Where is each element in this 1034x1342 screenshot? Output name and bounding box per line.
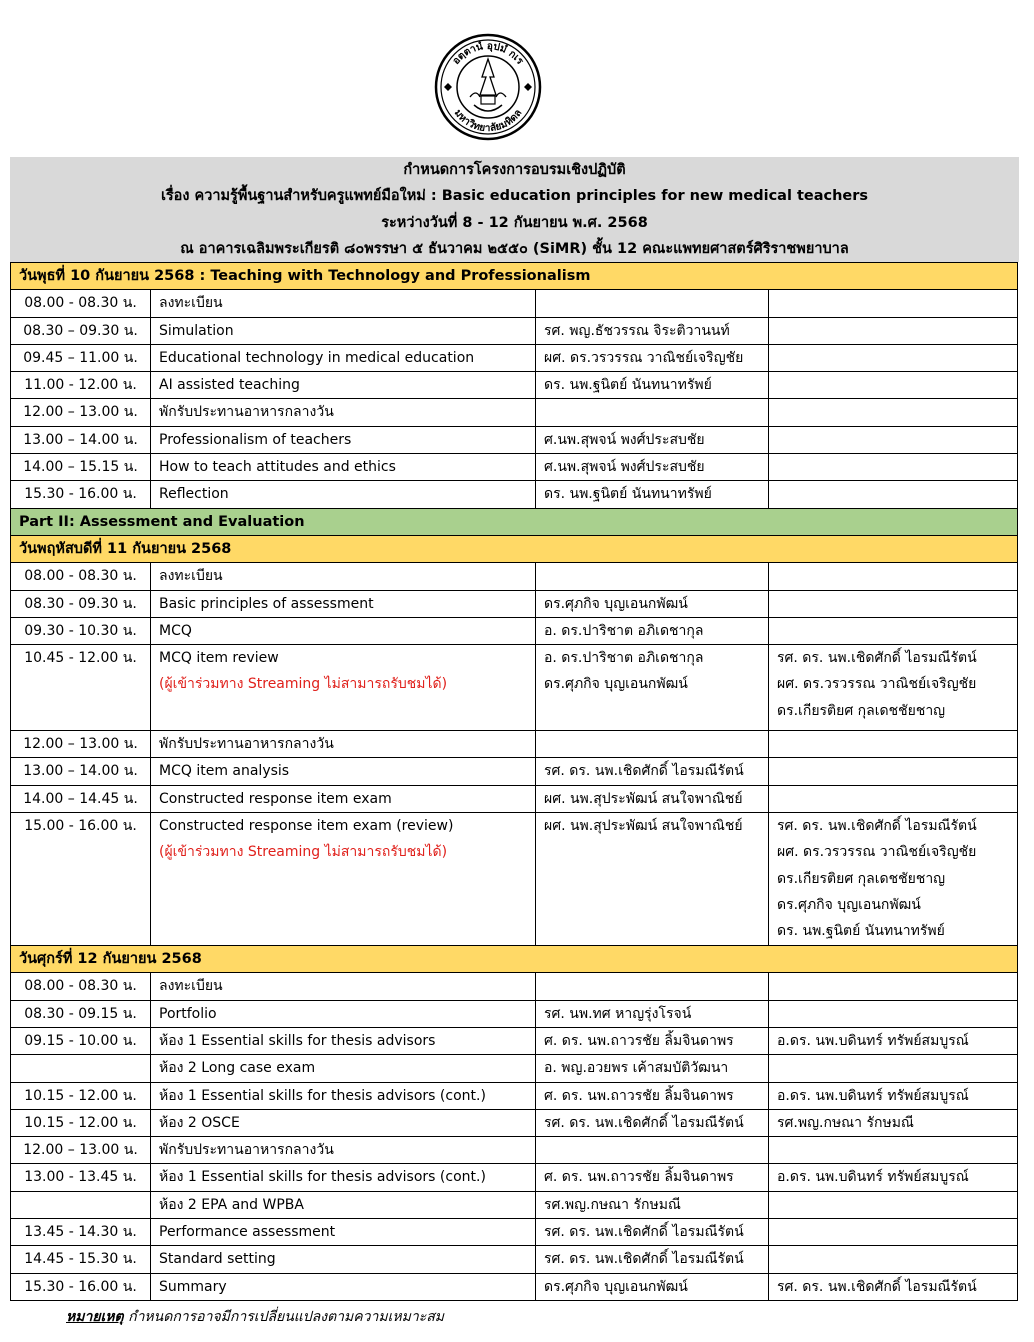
facilitator-cell <box>769 1137 1018 1164</box>
topic-cell: Educational technology in medical education <box>151 344 536 371</box>
topic-cell: Professionalism of teachers <box>151 426 536 453</box>
facilitator-name: ผศ. ดร.วรวรรณ วาณิชย์เจริญชัย <box>777 844 977 861</box>
facilitator-cell <box>769 481 1018 508</box>
facilitator-cell <box>769 317 1018 344</box>
time-cell: 15.00 - 16.00 น. <box>11 813 151 946</box>
topic-text: Constructed response item exam (review) <box>159 818 454 835</box>
seal-top-text: อตฺตานํ อุปมํ กเร <box>450 40 526 67</box>
topic-cell: Simulation <box>151 317 536 344</box>
facilitator-name: ดร.ศุภกิจ บุญเอนกพัฒน์ <box>777 896 921 913</box>
footnote <box>66 1306 444 1328</box>
facilitator-cell <box>769 758 1018 785</box>
speaker-cell <box>536 973 769 1000</box>
facilitator-cell <box>769 590 1018 617</box>
time-cell: 09.15 - 10.00 น. <box>11 1027 151 1054</box>
streaming-note: (ผู้เข้าร่วมทาง Streaming ไม่สามารถรับชมได้) <box>159 676 448 693</box>
table-row <box>11 344 1018 371</box>
speaker-cell: ศ. ดร. นพ.ถาวรชัย ลิ้มจินดาพร <box>536 1164 769 1191</box>
topic-cell: พักรับประทานอาหารกลางวัน <box>151 731 536 758</box>
time-cell: 09.45 – 11.00 น. <box>11 344 151 371</box>
time-cell: 08.30 - 09.30 น. <box>11 590 151 617</box>
facilitator-cell <box>769 1191 1018 1218</box>
time-cell: 14.00 – 14.45 น. <box>11 785 151 812</box>
footnote-text: กำหนดการอาจมีการเปลี่ยนแปลงตามความเหมาะสม <box>128 1309 444 1325</box>
time-cell: 10.45 - 12.00 น. <box>11 645 151 731</box>
speaker-cell: รศ. พญ.ธัชวรรณ จิระติวานนท์ <box>536 317 769 344</box>
table-row <box>11 317 1018 344</box>
speaker-cell: อ. พญ.อวยพร เค้าสมบัติวัฒนา <box>536 1055 769 1082</box>
topic-cell: How to teach attitudes and ethics <box>151 454 536 481</box>
speaker-name: อ. ดร.ปาริชาต อภิเดชากุล <box>544 650 704 667</box>
speaker-cell: รศ. ดร. นพ.เชิดศักดิ์ ไอรมณีรัตน์ <box>536 1219 769 1246</box>
document-header <box>10 157 1019 262</box>
topic-cell: ห้อง 2 OSCE <box>151 1109 536 1136</box>
table-row <box>11 590 1018 617</box>
speaker-cell: รศ. ดร. นพ.เชิดศักดิ์ ไอรมณีรัตน์ <box>536 758 769 785</box>
table-row <box>11 563 1018 590</box>
table-row <box>11 758 1018 785</box>
time-cell: 08.00 - 08.30 น. <box>11 973 151 1000</box>
speaker-cell: ศ. ดร. นพ.ถาวรชัย ลิ้มจินดาพร <box>536 1082 769 1109</box>
schedule-table <box>10 262 1018 1301</box>
facilitator-cell <box>769 973 1018 1000</box>
topic-cell <box>151 645 536 731</box>
facilitator-cell: อ.ดร. นพ.บดินทร์ ทรัพย์สมบูรณ์ <box>769 1027 1018 1054</box>
facilitator-cell <box>769 372 1018 399</box>
topic-cell: ลงทะเบียน <box>151 563 536 590</box>
table-row <box>11 399 1018 426</box>
day-heading: วันพฤหัสบดีที่ 11 กันยายน 2568 <box>11 535 1018 562</box>
table-row <box>11 481 1018 508</box>
time-cell: 09.30 - 10.30 น. <box>11 617 151 644</box>
facilitator-cell <box>769 731 1018 758</box>
speaker-cell: ศ.นพ.สุพจน์ พงศ์ประสบชัย <box>536 454 769 481</box>
table-row <box>11 973 1018 1000</box>
table-row <box>11 1273 1018 1300</box>
facilitator-cell <box>769 1000 1018 1027</box>
header-subject: เรื่อง ความรู้พื้นฐานสำหรับครูแพทย์มือใหม่ : Basic education principles for new medical teachers <box>160 188 869 205</box>
speaker-cell: ศ.นพ.สุพจน์ พงศ์ประสบชัย <box>536 426 769 453</box>
time-cell: 12.00 – 13.00 น. <box>11 1137 151 1164</box>
speaker-cell: ศ. ดร. นพ.ถาวรชัย ลิ้มจินดาพร <box>536 1027 769 1054</box>
speaker-cell: รศ. ดร. นพ.เชิดศักดิ์ ไอรมณีรัตน์ <box>536 1109 769 1136</box>
speaker-cell: ผศ. นพ.สุประพัฒน์ สนใจพาณิชย์ <box>536 785 769 812</box>
table-row <box>11 1164 1018 1191</box>
speaker-cell: ดร. นพ.ฐนิตย์ นันทนาทรัพย์ <box>536 372 769 399</box>
topic-cell: ลงทะเบียน <box>151 973 536 1000</box>
facilitator-cell <box>769 344 1018 371</box>
table-row <box>11 1219 1018 1246</box>
table-row <box>11 372 1018 399</box>
facilitator-cell <box>769 645 1018 731</box>
topic-cell: ห้อง 2 EPA and WPBA <box>151 1191 536 1218</box>
facilitator-name: ดร. นพ.ฐนิตย์ นันทนาทรัพย์ <box>777 923 945 940</box>
time-cell: 13.00 – 14.00 น. <box>11 426 151 453</box>
table-row <box>11 1137 1018 1164</box>
topic-cell: Constructed response item exam <box>151 785 536 812</box>
speaker-cell <box>536 645 769 731</box>
topic-cell: Basic principles of assessment <box>151 590 536 617</box>
speaker-name: ผศ. นพ.สุประพัฒน์ สนใจพาณิชย์ <box>544 818 743 835</box>
facilitator-cell <box>769 426 1018 453</box>
speaker-cell: รศ. นพ.ทศ หาญรุ่งโรจน์ <box>536 1000 769 1027</box>
speaker-cell <box>536 813 769 946</box>
speaker-cell: ผศ. ดร.วรวรรณ วาณิชย์เจริญชัย <box>536 344 769 371</box>
table-row <box>11 1082 1018 1109</box>
facilitator-cell <box>769 454 1018 481</box>
table-row <box>11 731 1018 758</box>
speaker-cell: รศ.พญ.กษณา รักษมณี <box>536 1191 769 1218</box>
speaker-name: ดร.ศุภกิจ บุญเอนกพัฒน์ <box>544 676 688 693</box>
time-cell: 15.30 - 16.00 น. <box>11 481 151 508</box>
speaker-cell: ดร.ศุภกิจ บุญเอนกพัฒน์ <box>536 1273 769 1300</box>
table-row <box>11 1191 1018 1218</box>
topic-cell: ลงทะเบียน <box>151 290 536 317</box>
topic-cell: AI assisted teaching <box>151 372 536 399</box>
facilitator-cell: อ.ดร. นพ.บดินทร์ ทรัพย์สมบูรณ์ <box>769 1164 1018 1191</box>
facilitator-cell <box>769 617 1018 644</box>
topic-text: MCQ item review <box>159 650 279 667</box>
day-heading: วันพุธที่ 10 กันยายน 2568 : Teaching with Technology and Professionalism <box>11 263 1018 290</box>
speaker-cell <box>536 290 769 317</box>
topic-cell: ห้อง 1 Essential skills for thesis advisors (cont.) <box>151 1164 536 1191</box>
time-cell: 08.00 - 08.30 น. <box>11 563 151 590</box>
table-row <box>11 454 1018 481</box>
mahidol-university-seal <box>434 33 542 141</box>
topic-cell: Summary <box>151 1273 536 1300</box>
facilitator-cell <box>769 563 1018 590</box>
topic-cell: พักรับประทานอาหารกลางวัน <box>151 399 536 426</box>
table-row <box>11 813 1018 946</box>
speaker-cell: อ. ดร.ปาริชาต อภิเดชากุล <box>536 617 769 644</box>
topic-cell: MCQ item analysis <box>151 758 536 785</box>
header-dates: ระหว่างวันที่ 8 - 12 กันยายน พ.ศ. 2568 <box>381 214 648 231</box>
facilitator-name: ดร.เกียรติยศ กุลเดชชัยชาญ <box>777 870 946 887</box>
speaker-cell: ดร.ศุภกิจ บุญเอนกพัฒน์ <box>536 590 769 617</box>
topic-cell: Portfolio <box>151 1000 536 1027</box>
time-cell: 10.15 - 12.00 น. <box>11 1082 151 1109</box>
part-heading: Part II: Assessment and Evaluation <box>11 508 1018 535</box>
facilitator-cell <box>769 813 1018 946</box>
time-cell <box>11 1055 151 1082</box>
day-heading: วันศุกร์ที่ 12 กันยายน 2568 <box>11 946 1018 973</box>
time-cell <box>11 1191 151 1218</box>
time-cell: 08.00 - 08.30 น. <box>11 290 151 317</box>
seal-bottom-text: มหาวิทยาลัยมหิดล <box>451 107 525 135</box>
table-row <box>11 1109 1018 1136</box>
facilitator-cell: รศ. ดร. นพ.เชิดศักดิ์ ไอรมณีรัตน์ <box>769 1273 1018 1300</box>
facilitator-cell <box>769 1055 1018 1082</box>
table-row <box>11 426 1018 453</box>
table-row <box>11 1000 1018 1027</box>
facilitator-name: รศ. ดร. นพ.เชิดศักดิ์ ไอรมณีรัตน์ <box>777 818 977 835</box>
topic-cell: Reflection <box>151 481 536 508</box>
facilitator-cell <box>769 1219 1018 1246</box>
facilitator-cell <box>769 1246 1018 1273</box>
header-title: กำหนดการโครงการอบรมเชิงปฏิบัติ <box>403 162 626 178</box>
topic-cell: ห้อง 2 Long case exam <box>151 1055 536 1082</box>
table-row <box>11 1055 1018 1082</box>
svg-text:อตฺตานํ อุปมํ กเร <box>451 40 526 67</box>
topic-cell: Performance assessment <box>151 1219 536 1246</box>
facilitator-cell: รศ.พญ.กษณา รักษมณี <box>769 1109 1018 1136</box>
topic-cell: พักรับประทานอาหารกลางวัน <box>151 1137 536 1164</box>
speaker-cell: รศ. ดร. นพ.เชิดศักดิ์ ไอรมณีรัตน์ <box>536 1246 769 1273</box>
topic-cell: Standard setting <box>151 1246 536 1273</box>
topic-cell <box>151 813 536 946</box>
time-cell: 08.30 – 09.30 น. <box>11 317 151 344</box>
topic-cell: MCQ <box>151 617 536 644</box>
time-cell: 11.00 - 12.00 น. <box>11 372 151 399</box>
time-cell: 13.00 - 13.45 น. <box>11 1164 151 1191</box>
time-cell: 10.15 - 12.00 น. <box>11 1109 151 1136</box>
time-cell: 12.00 – 13.00 น. <box>11 399 151 426</box>
table-row <box>11 290 1018 317</box>
facilitator-cell <box>769 785 1018 812</box>
table-row <box>11 785 1018 812</box>
time-cell: 13.45 - 14.30 น. <box>11 1219 151 1246</box>
facilitator-name: รศ. ดร. นพ.เชิดศักดิ์ ไอรมณีรัตน์ <box>777 650 977 667</box>
facilitator-name: ผศ. ดร.วรวรรณ วาณิชย์เจริญชัย <box>777 676 977 693</box>
topic-cell: ห้อง 1 Essential skills for thesis advisors <box>151 1027 536 1054</box>
table-row <box>11 617 1018 644</box>
facilitator-cell: อ.ดร. นพ.บดินทร์ ทรัพย์สมบูรณ์ <box>769 1082 1018 1109</box>
speaker-cell: ดร. นพ.ฐนิตย์ นันทนาทรัพย์ <box>536 481 769 508</box>
facilitator-cell <box>769 399 1018 426</box>
facilitator-name: ดร.เกียรติยศ กุลเดชชัยชาญ <box>777 702 946 719</box>
facilitator-cell <box>769 290 1018 317</box>
table-row <box>11 645 1018 731</box>
speaker-cell <box>536 563 769 590</box>
speaker-cell <box>536 1137 769 1164</box>
time-cell: 14.00 – 15.15 น. <box>11 454 151 481</box>
table-row <box>11 1027 1018 1054</box>
footnote-label: หมายเหตุ <box>66 1309 124 1325</box>
time-cell: 15.30 - 16.00 น. <box>11 1273 151 1300</box>
topic-cell: ห้อง 1 Essential skills for thesis advisors (cont.) <box>151 1082 536 1109</box>
table-row <box>11 1246 1018 1273</box>
speaker-cell <box>536 399 769 426</box>
time-cell: 13.00 – 14.00 น. <box>11 758 151 785</box>
speaker-cell <box>536 731 769 758</box>
header-venue: ณ อาคารเฉลิมพระเกียรติ ๘๐พรรษา ๕ ธันวาคม ๒๕๕๐ (SiMR) ชั้น 12 คณะแพทยศาสตร์ศิริราชพยาบาล <box>180 240 849 257</box>
time-cell: 14.45 - 15.30 น. <box>11 1246 151 1273</box>
time-cell: 12.00 – 13.00 น. <box>11 731 151 758</box>
time-cell: 08.30 - 09.15 น. <box>11 1000 151 1027</box>
streaming-note: (ผู้เข้าร่วมทาง Streaming ไม่สามารถรับชมได้) <box>159 844 448 861</box>
